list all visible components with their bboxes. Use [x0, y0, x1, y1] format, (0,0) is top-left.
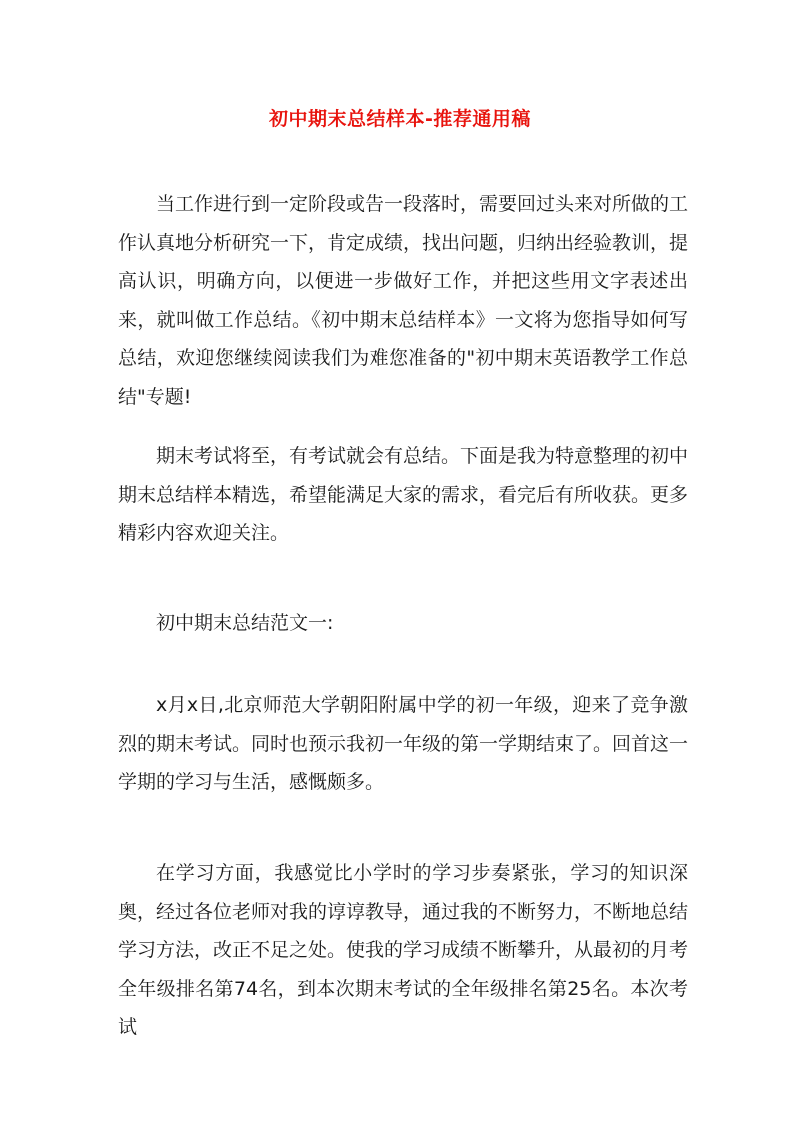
intro-paragraph	[118, 185, 688, 416]
paragraph-text: 在学习方面，我感觉比小学时的学习步奏紧张，学习的知识深奥，经过各位老师对我的谆谆教导，通过我的不断努力，不断地总结学习方法，改正不足之处。使我的学习成绩不断攀升，从最初的月考全年级排名第74名，到本次期末考试的全年级排名第25名。本次考试	[118, 862, 689, 1038]
exam-paragraph	[118, 437, 688, 553]
date-paragraph	[118, 686, 688, 802]
document-title: 初中期末总结样本-推荐通用稿	[269, 108, 531, 130]
paragraph-text: 期末考试将至，有考试就会有总结。下面是我为特意整理的初中期末总结样本精选，希望能满足大家的需求，看完后有所收获。更多精彩内容欢迎关注。	[118, 445, 689, 544]
section-heading	[118, 604, 688, 643]
study-paragraph	[118, 854, 688, 1047]
section-heading-text: 初中期末总结范文一:	[156, 612, 334, 634]
paragraph-text: x月x日,北京师范大学朝阳附属中学的初一年级，迎来了竞争激烈的期末考试。同时也预示我初一年级的第一学期结束了。回首这一学期的学习与生活，感慨颇多。	[118, 694, 689, 793]
paragraph-text: 当工作进行到一定阶段或告一段落时，需要回过头来对所做的工作认真地分析研究一下，肯定成绩，找出问题，归纳出经验教训，提高认识，明确方向，以便进一步做好工作，并把这些用文字表述出来，就叫做工作总结。《初中期末总结样本》一文将为您指导如何写总结，欢迎您继续阅读我们为难您准备的"初中期末英语教学工作总结"专题!	[118, 193, 689, 408]
